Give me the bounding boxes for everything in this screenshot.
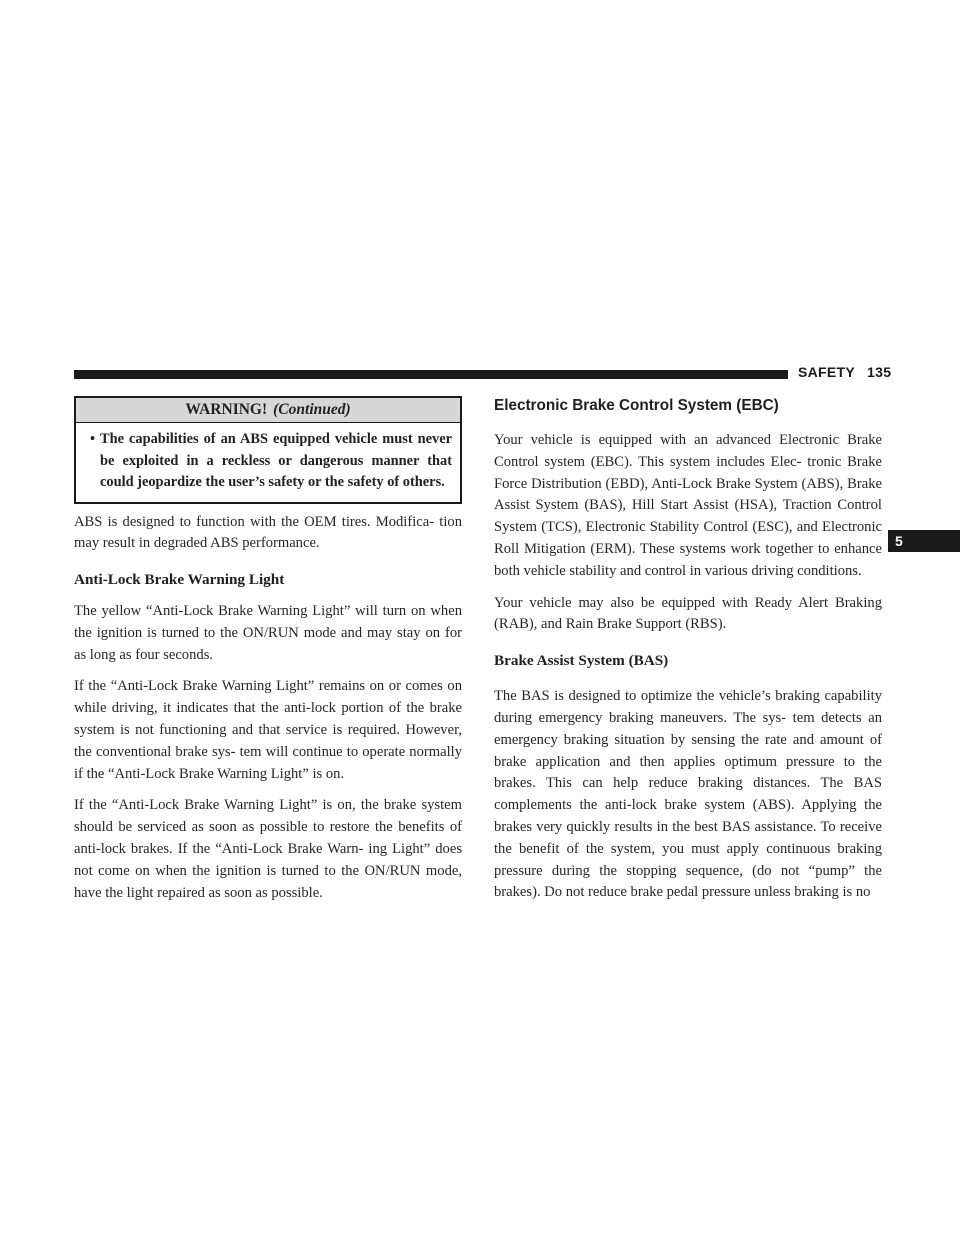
heading-brake-assist-system: Brake Assist System (BAS) <box>494 652 669 670</box>
heading-electronic-brake-control: Electronic Brake Control System (EBC) <box>494 397 779 414</box>
right-column <box>494 396 882 904</box>
warning-continued: (Continued) <box>273 401 351 418</box>
warning-box <box>74 396 462 504</box>
paragraph-ebc-description: Your vehicle is equipped with an advanced Electronic Brake Control system (EBC). This system includes Elec- tronic Brake Force Distribution (EBD), Anti-Lock Brake System (ABS), Brake Assist System (BAS), Hill Start Assist (HSA), Traction Control System (TCS), Electronic Stability Control (ESC), and Electronic Roll Mitigation (ERM). These systems work together to enhance both vehicle stability and control in various driving conditions. <box>494 432 882 579</box>
warning-item-text: The capabilities of an ABS equipped vehicle must never be exploited in a reckless or dangerous manner that could jeopardize the user’s safety or the safety of others. <box>100 431 452 490</box>
page-number: 135 <box>867 364 892 380</box>
paragraph-yellow-light: The yellow “Anti-Lock Brake Warning Light” will turn on when the ignition is turned to the ON/RUN mode and may stay on for as long as four seconds. <box>74 603 462 663</box>
warning-bullet-item <box>90 429 452 494</box>
page-header <box>798 364 891 380</box>
paragraph-light-remains-on: If the “Anti-Lock Brake Warning Light” remains on or comes on while driving, it indicates that the anti-lock portion of the brake system is not functioning and that service is required. However, the conventional brake sys- tem will continue to operate normally if the “Anti-Lock Brake Warning Light” is on. <box>74 678 462 782</box>
paragraph-bas-description: The BAS is designed to optimize the vehicle’s braking capability during emergency braking maneuvers. The sys- tem detects an emergency braking situation by sensing the rate and amount of brake application and then applies optimum pressure to the brakes. This can help reduce braking distances. The BAS complements the anti-lock brake system (ABS). Applying the brakes very quickly results in the best BAS assistance. To receive the benefit of the system, you must apply continuous braking pressure during the stopping sequence, (do not “pump” the brakes). Do not reduce brake pedal pressure unless braking is no <box>494 688 882 901</box>
section-title: SAFETY <box>798 364 856 380</box>
bullet-icon: • <box>90 431 96 447</box>
header-rule <box>74 370 788 379</box>
paragraph-light-service: If the “Anti-Lock Brake Warning Light” is on, the brake system should be serviced as soon as possible to restore the benefits of anti-lock brakes. If the “Anti-Lock Brake Warn- ing Light” does not come on when the ignition is turned to the ON/RUN mode, have the light repaired as soon as possible. <box>74 797 462 901</box>
chapter-tab: 5 <box>888 530 960 552</box>
heading-anti-lock-brake-warning-light: Anti-Lock Brake Warning Light <box>74 571 285 589</box>
paragraph-rab-rbs: Your vehicle may also be equipped with Ready Alert Braking (RAB), and Rain Brake Support (RBS). <box>494 594 882 633</box>
warning-title <box>76 398 460 423</box>
left-column <box>74 396 462 904</box>
warning-label: WARNING! <box>185 401 268 418</box>
paragraph-abs-oem-tires: ABS is designed to function with the OEM tires. Modifica- tion may result in degraded ABS performance. <box>74 513 462 552</box>
warning-body <box>76 423 460 502</box>
